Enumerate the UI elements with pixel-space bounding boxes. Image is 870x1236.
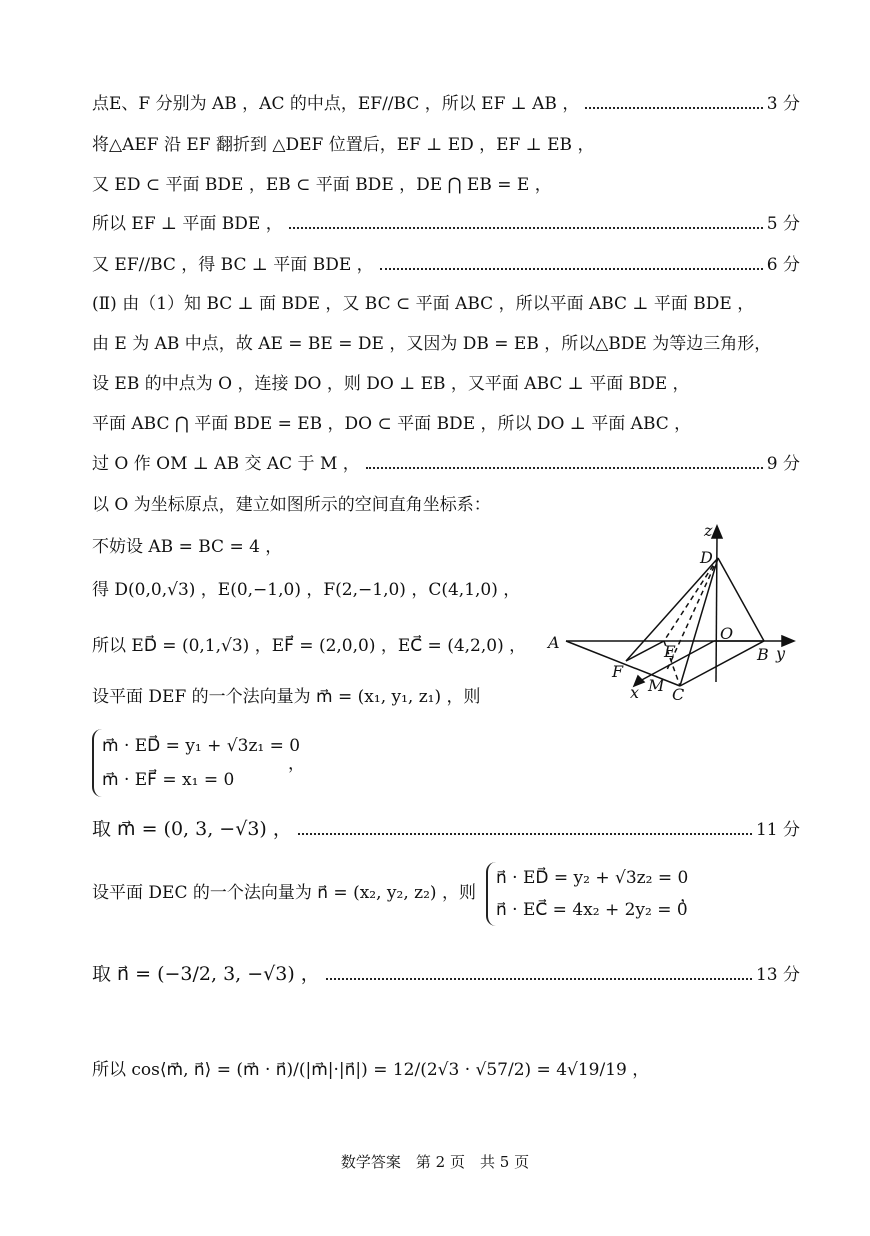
step-line-3: 又 ED ⊂ 平面 BDE ，EB ⊂ 平面 BDE ，DE ⋂ EB = E ， <box>92 175 552 195</box>
step-text: 点E、F 分别为 AB ，AC 的中点，EF//BC ，所以 EF ⊥ AB ， <box>92 94 580 114</box>
step-line-17: 设平面 DEC 的一个法向量为 n⃗ = (x₂, y₂, z₂) ，则 <box>92 883 476 903</box>
label-F: F <box>612 662 624 681</box>
step-text: 又 EF//BC ，得 BC ⊥ 平面 BDE ， <box>92 255 374 275</box>
step-line-6: (Ⅱ) 由（1）知 BC ⊥ 面 BDE ，又 BC ⊂ 平面 ABC ，所以平面 ABC ⊥ 平面 BDE ， <box>92 294 755 314</box>
equation-system-1 <box>92 729 300 797</box>
step-text: 所以 EF ⊥ 平面 BDE ， <box>92 214 283 234</box>
dot-leader <box>585 106 762 109</box>
step-line-2: 将△AEF 沿 EF 翻折到 △DEF 位置后，EF ⊥ ED ，EF ⊥ EB ， <box>92 135 595 155</box>
score-mark: 9 分 <box>766 454 800 474</box>
edge-DC <box>680 558 718 686</box>
label-M: M <box>648 676 665 695</box>
dot-leader <box>380 267 763 270</box>
label-B: B <box>757 645 769 664</box>
label-y: y <box>776 644 786 663</box>
step-line-16 <box>92 817 800 842</box>
score-mark: 3 分 <box>766 94 800 114</box>
step-line-7: 由 E 为 AB 中点，故 AE = BE = DE ，又因为 DB = EB ，所以△BDE 为等边三角形， <box>92 334 772 354</box>
dot-leader <box>289 226 763 229</box>
step-line-15: 设平面 DEF 的一个法向量为 m⃗ = (x₁, y₁, z₁) ，则 <box>92 687 481 707</box>
step-line-4 <box>92 212 800 236</box>
label-O: O <box>720 624 734 643</box>
edge-BC <box>680 641 764 686</box>
label-E: E <box>664 642 676 661</box>
step-line-12: 不妨设 AB = BC = 4 ， <box>92 537 283 557</box>
geometry-figure <box>546 520 796 705</box>
page-footer: 数学答案 第 2 页 共 5 页 <box>340 1153 530 1171</box>
dot-leader <box>366 466 763 469</box>
step-line-18 <box>92 962 800 987</box>
equation-row: m⃗ · EF⃗ = x₁ = 0 <box>102 770 235 790</box>
label-x: x <box>630 683 640 702</box>
equation-row: m⃗ · ED⃗ = y₁ + √3z₁ = 0 <box>102 736 301 756</box>
edge-EF <box>626 641 664 661</box>
score-mark: 13 分 <box>755 965 800 985</box>
step-line-13: 得 D(0,0,√3) ，E(0,−1,0) ，F(2,−1,0) ，C(4,1,0) ， <box>92 580 521 600</box>
score-mark: 5 分 <box>766 214 800 234</box>
score-mark: 11 分 <box>755 820 800 840</box>
step-line-9: 平面 ABC ⋂ 平面 BDE = EB ，DO ⊂ 平面 BDE ，所以 DO ⊥ 平面 ABC ， <box>92 414 692 434</box>
step-line-11: 以 O 为坐标原点，建立如图所示的空间直角坐标系： <box>92 495 491 515</box>
step-line-19: 所以 cos⟨m⃗, n⃗⟩ = (m⃗ · n⃗)/(|m⃗|·|n⃗|) = 12/(2√3 · √57/2) = 4√19/19 ， <box>92 1060 650 1080</box>
step-line-8: 设 EB 的中点为 O ，连接 DO ，则 DO ⊥ EB ，又平面 ABC ⊥ 平面 BDE ， <box>92 374 690 394</box>
step-line-5 <box>92 253 800 277</box>
step-text: 取 n⃗ = (−3/2, 3, −√3) ， <box>92 963 320 985</box>
edge-DE <box>664 558 718 641</box>
step-line-10 <box>92 452 800 476</box>
step-line-1 <box>92 92 800 116</box>
dot-leader <box>298 832 752 835</box>
z-axis-arrowhead <box>712 526 722 538</box>
step-text: 过 O 作 OM ⊥ AB 交 AC 于 M ， <box>92 454 360 474</box>
step-line-14: 所以 ED⃗ = (0,1,√3) ，EF⃗ = (2,0,0) ，EC⃗ = (4,2,0) ， <box>92 636 527 656</box>
label-C: C <box>672 685 685 704</box>
step-text: 取 m⃗ = (0, 3, −√3) ， <box>92 818 292 840</box>
label-z: z <box>704 521 713 540</box>
z-axis <box>716 536 717 682</box>
dot-leader <box>326 977 752 980</box>
equation-row: n⃗ · ED⃗ = y₂ + √3z₂ = 0 <box>496 868 689 888</box>
equation-system-1-tail: ， <box>288 754 305 774</box>
score-mark: 6 分 <box>766 255 800 275</box>
label-D: D <box>700 548 713 567</box>
equation-system-2-tail: ， <box>680 886 697 906</box>
label-A: A <box>548 633 560 652</box>
equation-row: n⃗ · EC⃗ = 4x₂ + 2y₂ = 0 <box>496 900 688 920</box>
equation-system-2 <box>486 862 688 926</box>
